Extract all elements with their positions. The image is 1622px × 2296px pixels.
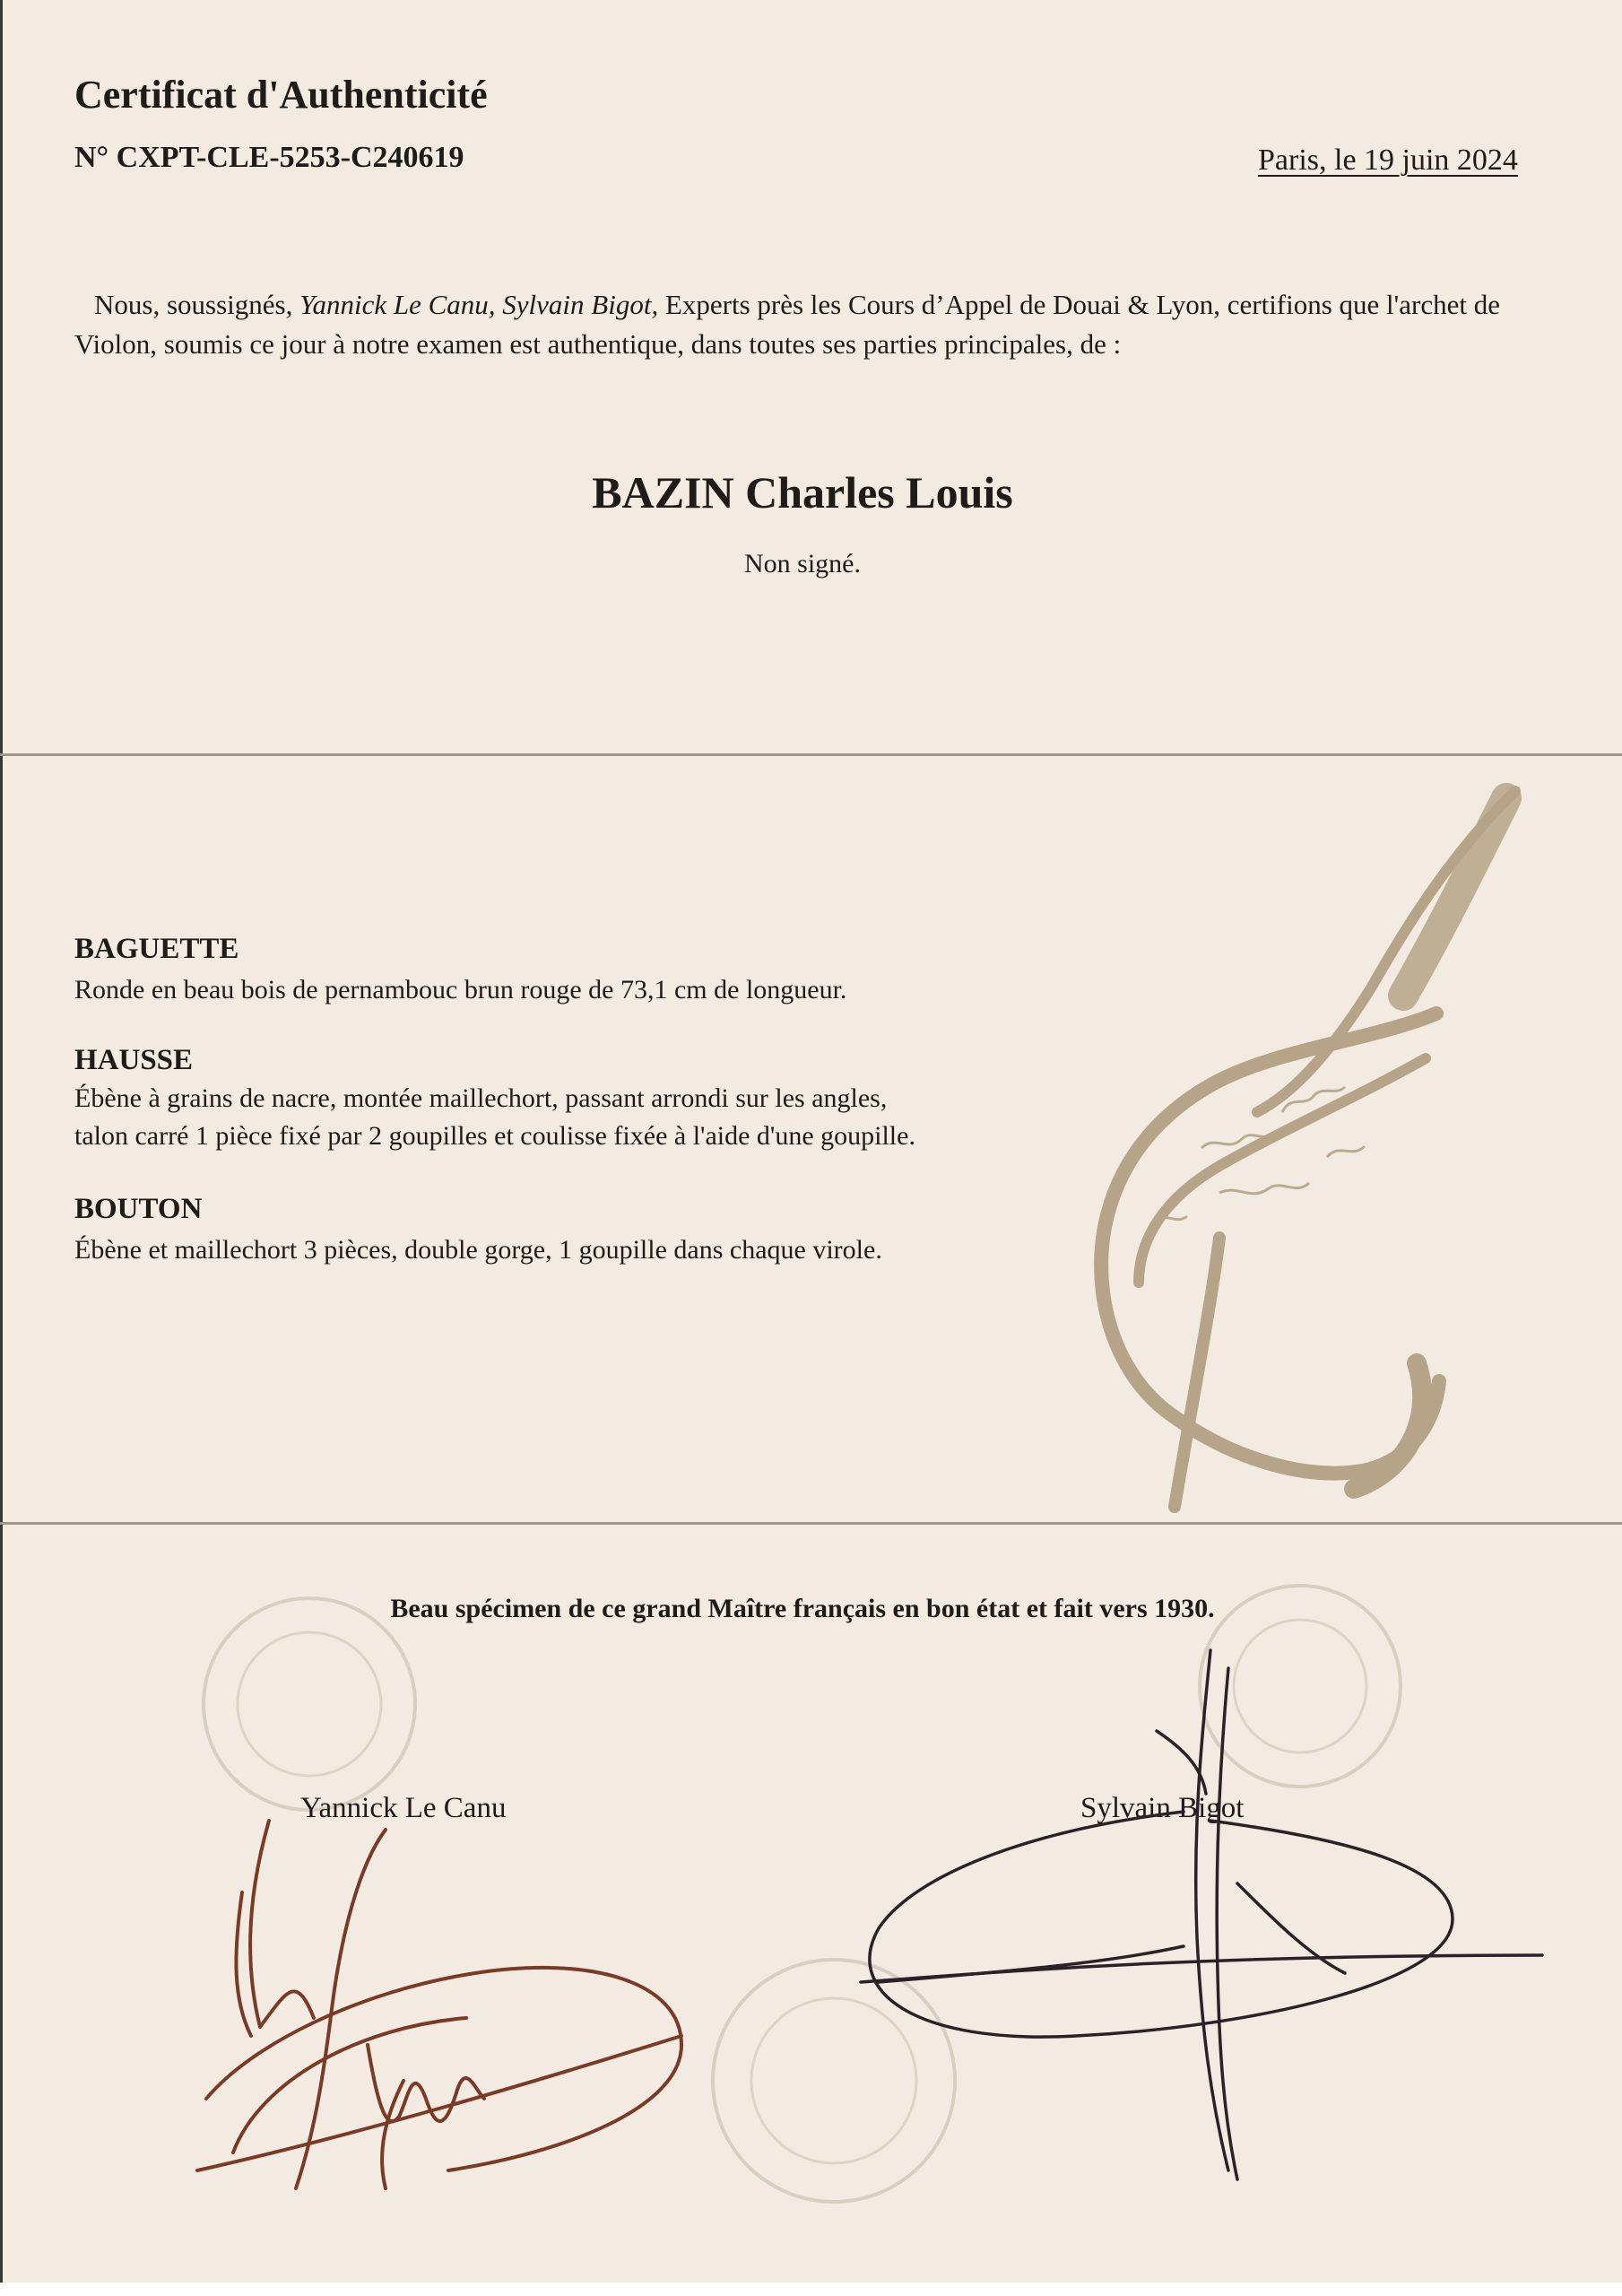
conclusion-text: Beau spécimen de ce grand Maître français en bon état et fait vers 1930. xyxy=(390,1594,1215,1623)
signature-left xyxy=(179,1812,717,2224)
place-date: Paris, le 19 juin 2024 xyxy=(1258,144,1518,177)
signatory-name-left: Yannick Le Canu xyxy=(300,1792,507,1824)
signatory-name-right: Sylvain Bigot xyxy=(1080,1792,1245,1824)
intro-part2: Experts près les Cours d’Appel de Douai & Lyon, certifions que l'archet de Violon, soumis ce jour à notre examen est authentique, dans toutes ses parties principales, de : xyxy=(74,289,1500,360)
section-heading-baguette: BAGUETTE xyxy=(74,933,239,965)
intro-experts: Yannick Le Canu, Sylvain Bigot, xyxy=(299,289,659,320)
section-body-bouton xyxy=(74,1231,882,1269)
quill-scroll-emblem xyxy=(1031,771,1533,1516)
section-heading-bouton: BOUTON xyxy=(74,1193,203,1225)
fold-line-upper xyxy=(0,753,1622,756)
scan-bottom-strip xyxy=(0,2283,1622,2296)
embossed-seal-left xyxy=(161,1587,457,1821)
section-heading-hausse: HAUSSE xyxy=(74,1044,194,1076)
section-body-hausse xyxy=(74,1080,915,1155)
section-body-baguette xyxy=(74,971,846,1009)
intro-paragraph xyxy=(74,285,1509,364)
intro-part1: Nous, soussignés, xyxy=(94,289,300,320)
section-line: talon carré 1 pièce fixé par 2 goupilles et coulisse fixée à l'aide d'une goupille. xyxy=(74,1121,915,1151)
certificate-number: N° CXPT-CLE-5253-C240619 xyxy=(74,141,464,174)
certificate-title: Certificat d'Authenticité xyxy=(74,73,488,117)
signature-note: Non signé. xyxy=(744,549,861,578)
section-line: Ronde en beau bois de pernambouc brun rouge de 73,1 cm de longueur. xyxy=(74,975,847,1004)
fold-line-lower xyxy=(0,1522,1622,1525)
signature-right xyxy=(807,1632,1551,2188)
maker-name: BAZIN Charles Louis xyxy=(592,467,1013,517)
section-line: Ébène et maillechort 3 pièces, double gorge, 1 goupille dans chaque virole. xyxy=(74,1235,882,1265)
scan-edge xyxy=(0,0,3,2283)
section-line: Ébène à grains de nacre, montée maillechort, passant arrondi sur les angles, xyxy=(74,1083,888,1113)
